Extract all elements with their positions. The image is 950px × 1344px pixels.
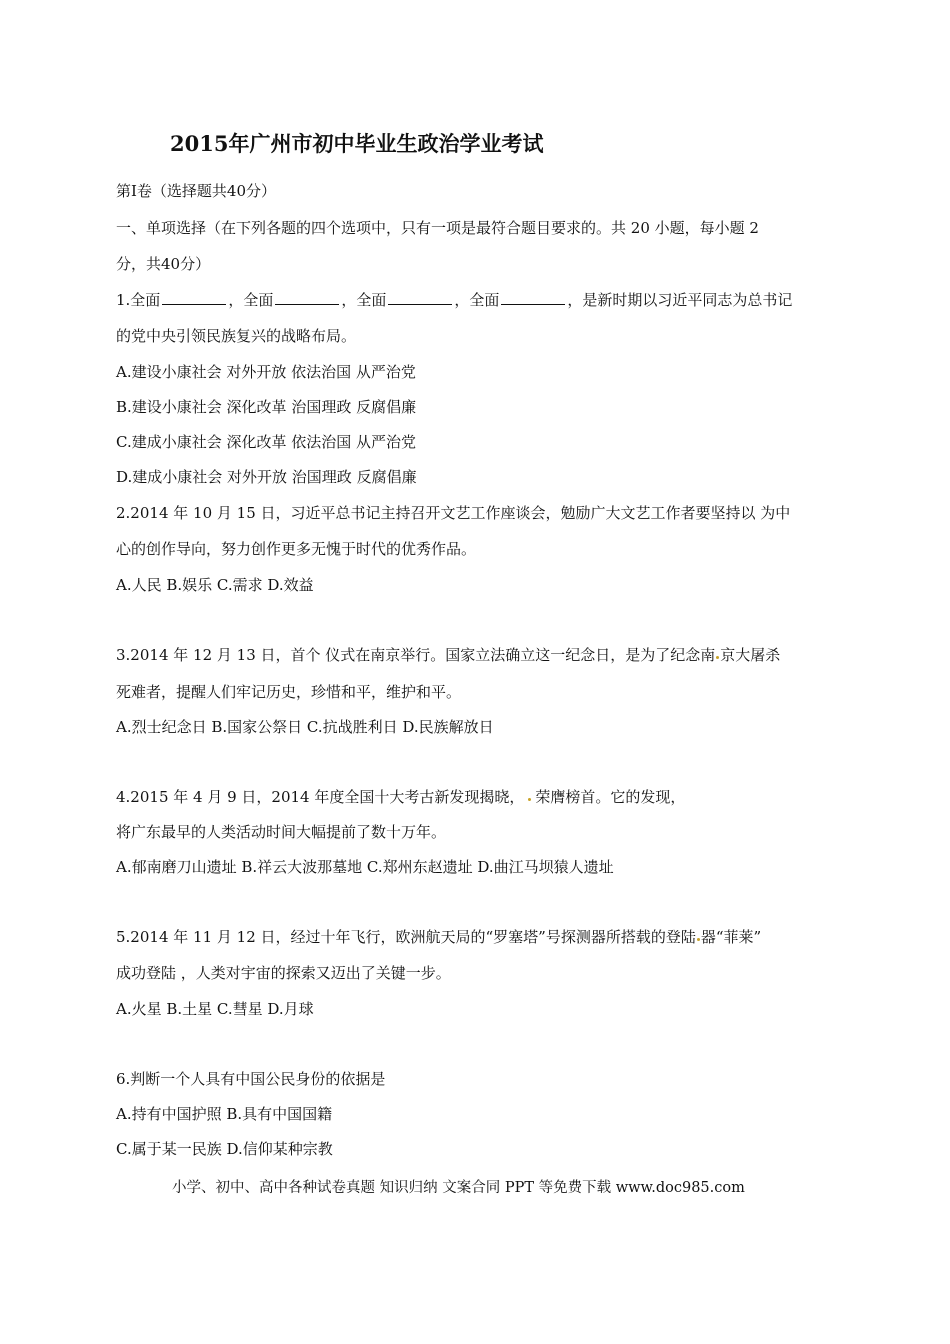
question-2-stem-line-2: 心的创作导向，努力创作更多无愧于时代的优秀作品。 xyxy=(116,540,477,558)
question-1-option-c: C.建成小康社会 深化改革 依法治国 从严治党 xyxy=(116,433,417,451)
question-6-stem: 6.判断一个人具有中国公民身份的依据是 xyxy=(116,1070,386,1088)
question-6-options-cd: C.属于某一民族 D.信仰某种宗教 xyxy=(116,1140,333,1158)
q1-suffix: ，是新时期以习近平同志为总书记 xyxy=(567,291,793,309)
question-3-stem xyxy=(116,645,780,665)
question-1-option-d: D.建成小康社会 对外开放 治国理政 反腐倡廉 xyxy=(116,468,417,486)
question-4-options: A.郁南磨刀山遗址 B.祥云大波那墓地 C.郑州东赵遗址 D.曲江马坝猿人遗址 xyxy=(116,858,614,876)
question-6-options-ab: A.持有中国护照 B.具有中国国籍 xyxy=(116,1105,333,1123)
q3-stem-b: 京大屠杀 xyxy=(720,646,781,664)
q1-sep: ，全面 xyxy=(454,291,500,309)
q1-sep: ，全面 xyxy=(341,291,387,309)
q4-stem-a: 4.2015 年 4 月 9 日，2014 年度全国十大考古新发现揭晓， xyxy=(116,788,525,806)
q5-stem-b: 器“菲莱” xyxy=(700,928,762,946)
q5-stem-a: 5.2014 年 11 月 12 日，经过十年飞行，欧洲航天局的“罗塞塔”号探测器所搭载的登陆 xyxy=(116,928,696,946)
question-2-stem: 2.2014 年 10 月 15 日，习近平总书记主持召开文艺工作座谈会，勉励广大文艺工作者要坚持以 为中 xyxy=(116,504,791,522)
page-footer: 小学、初中、高中各种试卷真题 知识归纳 文案合同 PPT 等免费下载 www.doc985.com xyxy=(172,1180,745,1196)
question-1-stem xyxy=(116,290,792,310)
q4-stem-b: 荣膺榜首。它的发现， xyxy=(535,788,686,806)
question-1-option-b: B.建设小康社会 深化改革 治国理政 反腐倡廉 xyxy=(116,398,417,416)
question-4-stem xyxy=(116,787,685,807)
q1-sep: ，全面 xyxy=(228,291,274,309)
question-5-stem-line-2: 成功登陆 ，人类对宇宙的探索又迈出了关键一步。 xyxy=(116,964,451,982)
dot-mark-icon xyxy=(716,656,719,659)
q3-stem-a: 3.2014 年 12 月 13 日，首个 仪式在南京举行。国家立法确立这一纪念日，是为了纪念南 xyxy=(116,646,716,664)
answer-blank xyxy=(162,290,226,305)
question-1-option-a: A.建设小康社会 对外开放 依法治国 从严治党 xyxy=(116,363,416,381)
instructions-line-2: 分，共40分） xyxy=(116,255,211,273)
dot-mark-icon xyxy=(528,798,531,801)
answer-blank xyxy=(275,290,339,305)
question-2-options: A.人民 B.娱乐 C.需求 D.效益 xyxy=(116,576,314,594)
question-4-stem-line-2: 将广东最早的人类活动时间大幅提前了数十万年。 xyxy=(116,823,447,841)
section-heading: 第Ⅰ卷（选择题共40分） xyxy=(116,182,277,200)
q1-prefix: 1.全面 xyxy=(116,291,161,309)
question-5-stem xyxy=(116,927,761,947)
question-5-options: A.火星 B.土星 C.彗星 D.月球 xyxy=(116,1000,314,1018)
question-3-stem-line-2: 死难者，提醒人们牢记历史，珍惜和平，维护和平。 xyxy=(116,683,462,701)
answer-blank xyxy=(388,290,452,305)
dot-mark-icon xyxy=(697,938,700,941)
question-3-options: A.烈士纪念日 B.国家公祭日 C.抗战胜利日 D.民族解放日 xyxy=(116,718,494,736)
question-1-stem-line-2: 的党中央引领民族复兴的战略布局。 xyxy=(116,327,357,345)
exam-title: 2015年广州市初中毕业生政治学业考试 xyxy=(170,131,544,156)
instructions-line-1: 一、单项选择（在下列各题的四个选项中，只有一项是最符合题目要求的。共 20 小题，每小题 2 xyxy=(116,219,759,237)
answer-blank xyxy=(501,290,565,305)
